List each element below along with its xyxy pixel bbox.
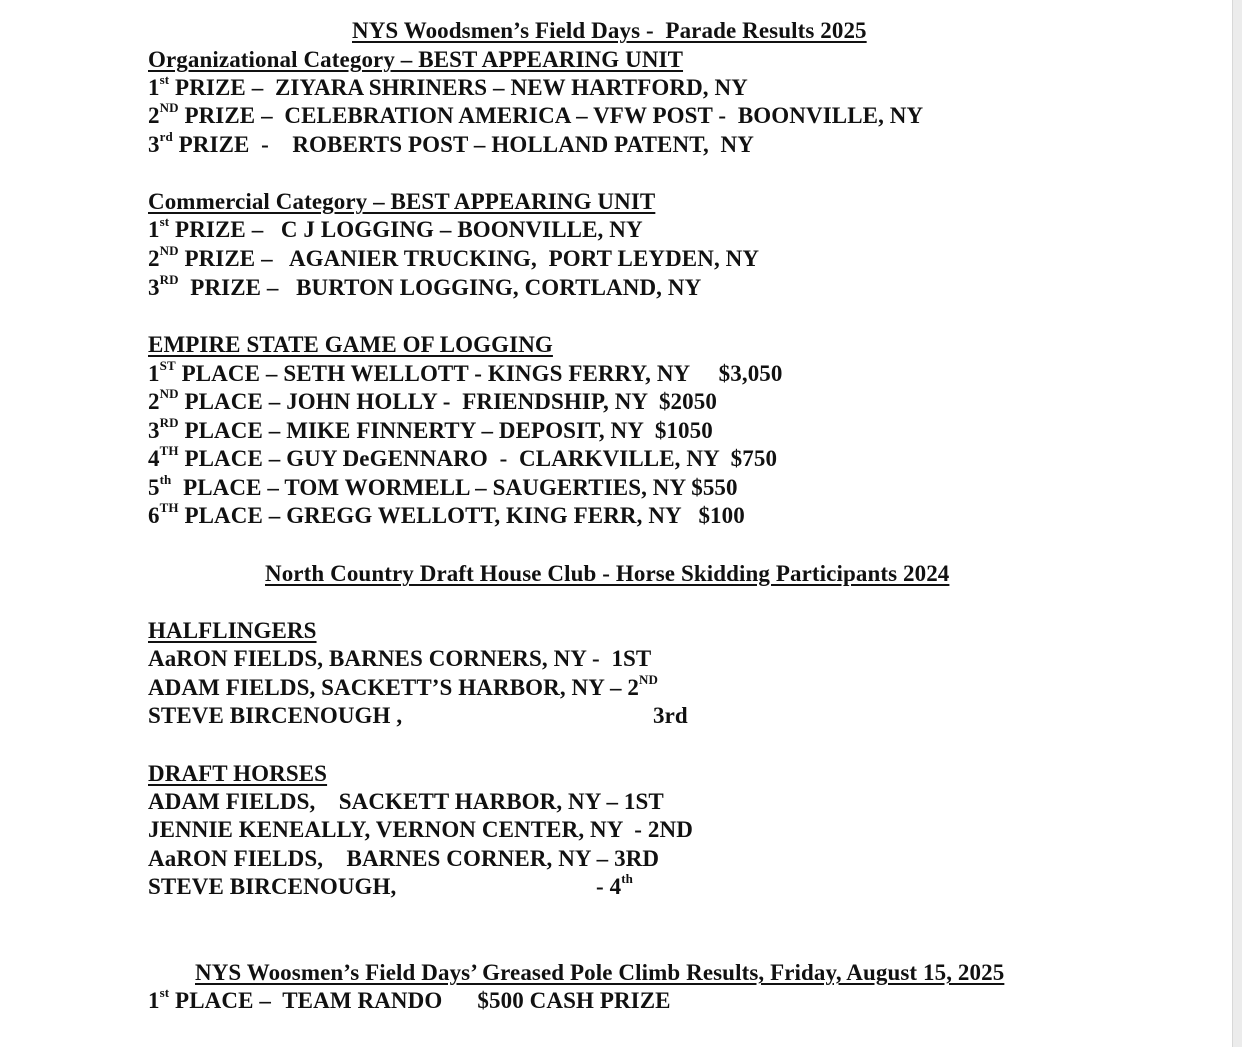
- halflingers-row-3-name: STEVE BIRCENOUGH ,: [148, 703, 403, 728]
- logging-place-6-suffix: TH: [159, 500, 179, 516]
- logging-place-1-num: 1: [148, 361, 160, 386]
- logging-place-6-text: PLACE – GREGG WELLOTT, KING FERR, NY $100: [178, 503, 745, 528]
- logging-place-5: [148, 474, 738, 502]
- logging-place-3-suffix: RD: [159, 415, 179, 431]
- commercial-prize-3-text: PRIZE – BURTON LOGGING, CORTLAND, NY: [178, 275, 702, 300]
- logging-place-6: [148, 502, 745, 530]
- logging-place-1: [148, 360, 783, 388]
- draft-row-3: AaRON FIELDS, BARNES CORNER, NY – 3RD: [148, 846, 660, 871]
- logging-place-5-text: PLACE – TOM WORMELL – SAUGERTIES, NY $550: [171, 475, 738, 500]
- skidding-title: North Country Draft House Club - Horse Skidding Participants 2024: [265, 561, 950, 586]
- greased-pole-title: NYS Woosmen’s Field Days’ Greased Pole Climb Results, Friday, August 15, 2025: [195, 960, 1005, 985]
- commercial-prize-3-suffix: RD: [159, 272, 179, 288]
- org-prize-2-text: PRIZE – CELEBRATION AMERICA – VFW POST - BOONVILLE, NY: [178, 103, 924, 128]
- draft-row-4-place-text: - 4: [596, 874, 622, 899]
- greased-pole-place-1-suffix: st: [159, 985, 170, 1001]
- commercial-prize-1-num: 1: [148, 217, 160, 242]
- commercial-prize-2-suffix: ND: [159, 243, 179, 259]
- logging-place-5-suffix: th: [159, 472, 172, 488]
- draft-row-1: ADAM FIELDS, SACKETT HARBOR, NY – 1ST: [148, 789, 664, 814]
- commercial-prize-1-suffix: st: [159, 214, 170, 230]
- commercial-prize-3-num: 3: [148, 275, 160, 300]
- logging-place-3-num: 3: [148, 418, 160, 443]
- logging-heading: EMPIRE STATE GAME OF LOGGING: [148, 332, 553, 357]
- commercial-prize-2-num: 2: [148, 246, 160, 271]
- greased-pole-place-1-text: PLACE – TEAM RANDO $500 CASH PRIZE: [169, 988, 671, 1013]
- org-prize-2-suffix: ND: [159, 100, 179, 116]
- commercial-category-heading: Commercial Category – BEST APPEARING UNIT: [148, 189, 656, 214]
- logging-place-1-suffix: ST: [159, 358, 176, 374]
- commercial-prize-3: [148, 274, 701, 302]
- commercial-prize-2: [148, 245, 759, 273]
- commercial-prize-2-text: PRIZE – AGANIER TRUCKING, PORT LEYDEN, NY: [178, 246, 760, 271]
- draft-row-4-suffix: th: [621, 871, 633, 887]
- greased-pole-place-1-num: 1: [148, 988, 160, 1013]
- commercial-prize-1-text: PRIZE – C J LOGGING – BOONVILLE, NY: [169, 217, 643, 242]
- halflingers-row-3-place: 3rd: [653, 703, 688, 728]
- logging-place-4-suffix: TH: [159, 443, 179, 459]
- org-prize-3-text: PRIZE - ROBERTS POST – HOLLAND PATENT, NY: [172, 132, 754, 157]
- logging-place-3-text: PLACE – MIKE FINNERTY – DEPOSIT, NY $1050: [178, 418, 713, 443]
- org-prize-3: [148, 131, 754, 159]
- org-prize-1-num: 1: [148, 75, 160, 100]
- commercial-prize-1: [148, 216, 643, 244]
- draft-row-2: JENNIE KENEALLY, VERNON CENTER, NY - 2ND: [148, 817, 693, 842]
- parade-title: NYS Woodsmen’s Field Days - Parade Results 2025: [352, 18, 867, 43]
- logging-place-4-num: 4: [148, 446, 160, 471]
- logging-place-4-text: PLACE – GUY DeGENNARO - CLARKVILLE, NY $750: [178, 446, 778, 471]
- halflingers-row-2-suffix: ND: [639, 672, 658, 688]
- draft-row-4-place: [596, 873, 633, 901]
- logging-place-2-num: 2: [148, 389, 160, 414]
- org-prize-1-suffix: st: [159, 72, 170, 88]
- halflingers-row-1: AaRON FIELDS, BARNES CORNERS, NY - 1ST: [148, 646, 652, 671]
- logging-place-6-num: 6: [148, 503, 160, 528]
- org-prize-2-num: 2: [148, 103, 160, 128]
- logging-place-4: [148, 445, 777, 473]
- logging-place-2-suffix: ND: [159, 386, 179, 402]
- logging-place-2: [148, 388, 717, 416]
- org-prize-1-text: PRIZE – ZIYARA SHRINERS – NEW HARTFORD, NY: [169, 75, 748, 100]
- org-prize-3-num: 3: [148, 132, 160, 157]
- org-prize-1: [148, 74, 748, 102]
- logging-place-5-num: 5: [148, 475, 160, 500]
- logging-place-2-text: PLACE – JOHN HOLLY - FRIENDSHIP, NY $2050: [178, 389, 717, 414]
- halflingers-row-2-text: ADAM FIELDS, SACKETT’S HARBOR, NY – 2: [148, 675, 640, 700]
- org-prize-3-suffix: rd: [159, 129, 173, 145]
- draft-horses-heading: DRAFT HORSES: [148, 761, 328, 786]
- org-prize-2: [148, 102, 923, 130]
- draft-row-4-name: STEVE BIRCENOUGH,: [148, 874, 397, 899]
- halflingers-heading: HALFLINGERS: [148, 618, 317, 643]
- logging-place-3: [148, 417, 713, 445]
- org-category-heading: Organizational Category – BEST APPEARING UNIT: [148, 47, 684, 72]
- halflingers-row-2: [148, 674, 658, 702]
- greased-pole-place-1: [148, 987, 671, 1015]
- logging-place-1-text: PLACE – SETH WELLOTT - KINGS FERRY, NY $3,050: [175, 361, 783, 386]
